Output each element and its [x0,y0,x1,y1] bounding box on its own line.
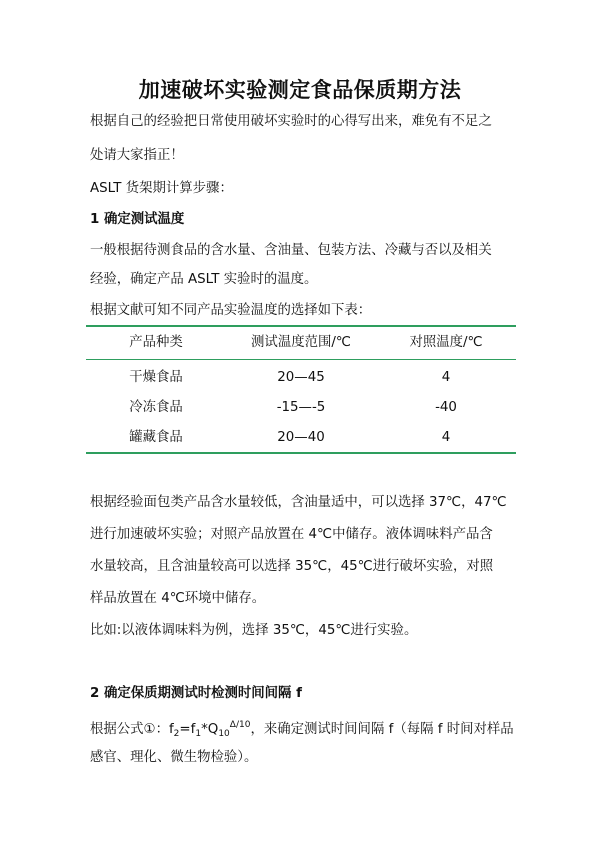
table-cell: -15—-5 [276,400,326,415]
formula-subscript-q10: 10 [218,729,230,739]
formula-prefix: 根据公式①：f [90,722,174,737]
table-header-product: 产品种类 [129,335,183,350]
intro-line-1: 根据自己的经验把日常使用破坏实验时的心得写出来，难免有不足之 [90,114,492,129]
table-bottom-rule [86,452,516,454]
table-header-rule [86,359,516,360]
table-cell: 干燥食品 [129,370,183,385]
formula-exponent: Δ/10 [229,720,251,730]
table-intro: 根据文献可知不同产品实验温度的选择如下表： [90,303,372,318]
formula-suffix: ，来确定测试时间间隔 f（每隔 f 时间对样品 [250,722,514,737]
formula-multiply-q: *Q [201,722,219,737]
table-header-control-temp: 对照温度/℃ [409,335,483,350]
table-cell: 20—45 [277,370,325,385]
table-cell: 4 [441,370,451,385]
formula-equals-f: =f [179,722,196,737]
body-line-1: 根据经验面包类产品含水量较低，含油量适中，可以选择 37℃，47℃ [90,495,507,510]
intro-line-2: 处请大家指正！ [90,148,184,163]
table-cell: 4 [441,430,451,445]
aslt-heading: ASLT 货架期计算步骤： [90,181,233,196]
table-cell: 20—40 [277,430,325,445]
body-line-4: 样品放置在 4℃环境中储存。 [90,591,266,606]
section-1-para-line-2: 经验，确定产品 ASLT 实验时的温度。 [90,272,318,287]
table-cell: -40 [435,400,457,415]
table-header-test-range: 测试温度范围/℃ [251,335,351,350]
section-1-heading: 1 确定测试温度 [90,212,185,227]
document-title: 加速破坏实验测定食品保质期方法 [138,78,462,102]
table-cell: 冷冻食品 [129,400,183,415]
section-2-line-2: 感官、理化、微生物检验）。 [90,750,258,765]
section-1-para-line-1: 一般根据待测食品的含水量、含油量、包装方法、冷藏与否以及相关 [90,243,492,258]
section-2-heading: 2 确定保质期测试时检测时间间隔 f [90,686,302,701]
body-line-2: 进行加速破坏实验；对照产品放置在 4℃中储存。液体调味料产品含 [90,527,493,542]
formula-subscript-f2: 2 [173,729,180,739]
formula-line [90,717,520,743]
table-cell: 罐藏食品 [129,430,183,445]
body-line-3: 水量较高，且含油量较高可以选择 35℃，45℃进行破坏实验，对照 [90,559,494,574]
temperature-table [86,325,516,455]
table-top-rule [86,325,516,327]
example-line: 比如:以液体调味料为例，选择 35℃，45℃进行实验。 [90,623,418,638]
formula-subscript-f1: 1 [195,729,202,739]
